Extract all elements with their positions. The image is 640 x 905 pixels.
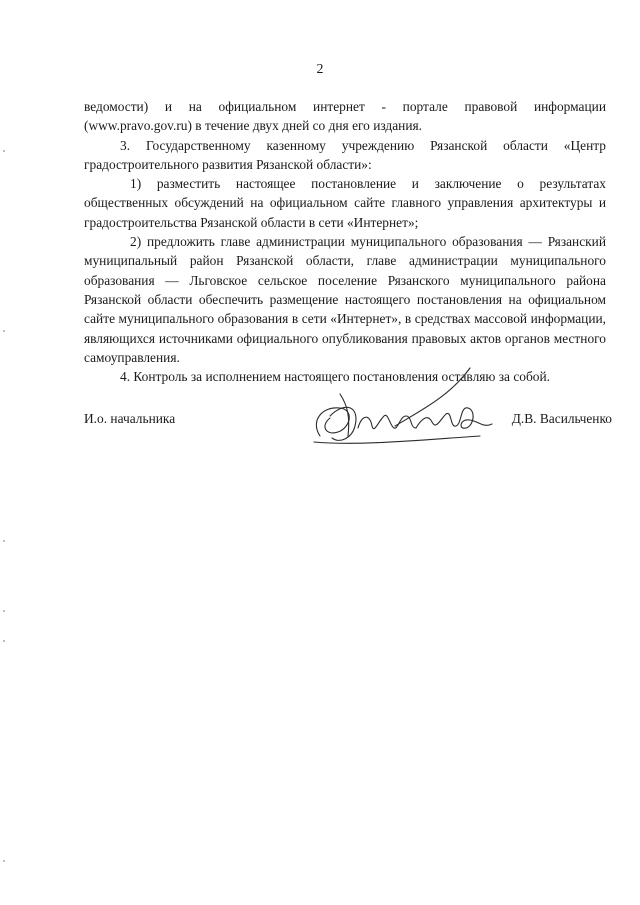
paragraph-continuation: ведомости) и на официальном интернет - портале правовой информации (www.pravo.gov.ru) в течение двух дней со дня его издания. bbox=[84, 99, 606, 134]
document-body bbox=[84, 97, 606, 386]
scan-margin-marks bbox=[3, 0, 7, 905]
signer-name: Д.В. Васильченко bbox=[511, 411, 612, 426]
signer-title: И.о. начальника bbox=[84, 411, 176, 426]
paragraph-item-3: 3. Государственному казенному учреждению Рязанской области «Центр градостроительного развития Рязанской области»: bbox=[84, 137, 606, 172]
paragraph-subitem-2: 2) предложить главе администрации муниципального образования — Рязанский муниципальный район Рязанской области, главе администрации муниципального образования — Льговское сельское поселение Рязанского муниципального района Рязанской области обеспечить размещение настоящего постановления на официальном сайте муниципального образования в сети «Интернет», в средствах массовой информации, являющихся источниками официального опубликования правовых актов органов местного самоуправления. bbox=[84, 234, 606, 365]
page-number: 2 bbox=[316, 62, 324, 77]
paragraph-item-4: 4. Контроль за исполнением настоящего постановления оставляю за собой. bbox=[120, 369, 551, 385]
paragraph-subitem-1: 1) разместить настоящее постановление и заключение о результатах общественных обсуждений на официальном сайте главного управления архитектуры и градостроительства Рязанской области в сети «Интернет»; bbox=[84, 176, 606, 230]
handwritten-signature bbox=[300, 366, 500, 466]
